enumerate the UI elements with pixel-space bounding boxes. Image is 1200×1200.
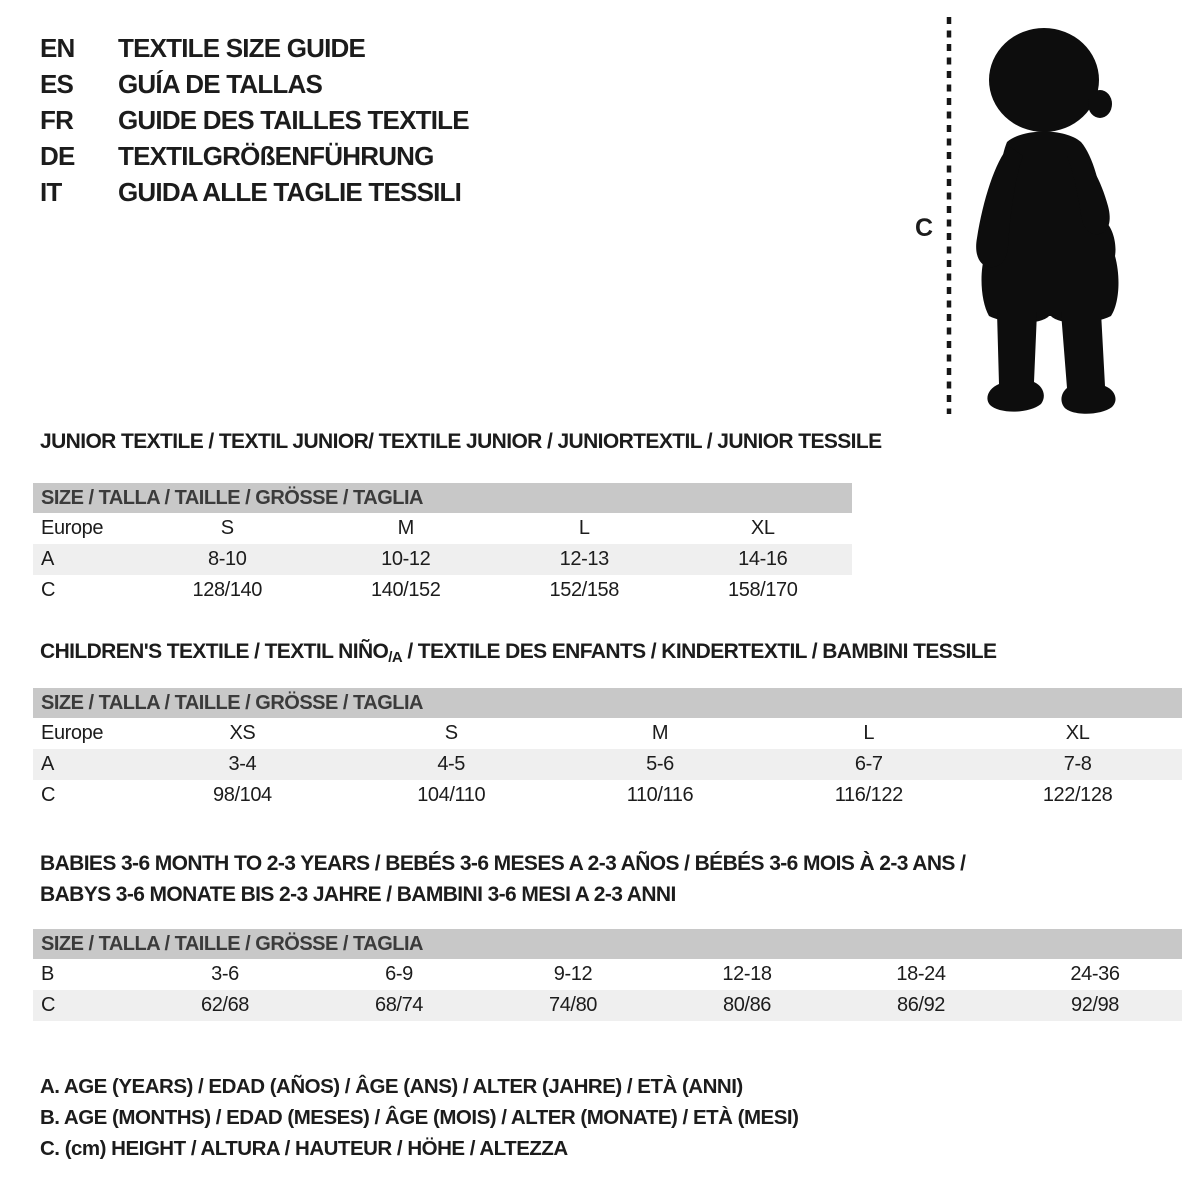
legend-line-a: A. AGE (YEARS) / EDAD (AÑOS) / ÂGE (ANS) / ALTER (JAHRE) / ETÀ (ANNI): [40, 1075, 743, 1098]
language-code: DE: [40, 141, 75, 171]
age-cell: 4-5: [437, 753, 466, 775]
height-cell: 86/92: [896, 994, 946, 1016]
legend-line-b: B. AGE (MONTHS) / EDAD (MESES) / ÂGE (MOIS) / ALTER (MONATE) / ETÀ (MESI): [40, 1106, 799, 1129]
row-label: A: [41, 548, 54, 570]
age-cell: 24-36: [1070, 963, 1120, 985]
section-title-children-part2: / TEXTILE DES ENFANTS / KINDERTEXTIL / BAMBINI TESSILE: [402, 640, 997, 663]
section-title-children-part1: CHILDREN'S TEXTILE / TEXTIL NIÑO: [40, 640, 389, 663]
language-code: EN: [40, 33, 75, 63]
size-table-babies: [33, 929, 1182, 1021]
measurement-legend: [40, 1071, 798, 1164]
table-size-header: SIZE / TALLA / TAILLE / GRÖSSE / TAGLIA: [33, 688, 1182, 718]
height-measure-label: C: [915, 214, 934, 242]
size-cell: L: [578, 517, 590, 539]
age-cell: 3-6: [211, 963, 239, 985]
language-row: [40, 30, 469, 66]
height-cell: 92/98: [1070, 994, 1120, 1016]
height-cell: 98/104: [213, 784, 272, 806]
height-cell: 68/74: [374, 994, 424, 1016]
row-label: C: [41, 784, 56, 806]
row-label: A: [41, 753, 54, 775]
table-row-months: [33, 959, 1182, 990]
height-cell: 80/86: [722, 994, 772, 1016]
language-title: GUÍA DE TALLAS: [118, 69, 323, 99]
language-title: GUIDA ALLE TAGLIE TESSILI: [118, 177, 462, 207]
toddler-silhouette-icon: [963, 16, 1138, 416]
height-dashed-line: [944, 12, 954, 418]
table-row-europe: [33, 718, 1182, 749]
height-cell: 122/128: [1042, 784, 1113, 806]
row-label: C: [41, 579, 56, 601]
language-title-list: [40, 30, 469, 210]
section-title-junior: JUNIOR TEXTILE / TEXTIL JUNIOR/ TEXTILE JUNIOR / JUNIORTEXTIL / JUNIOR TESSILE: [40, 430, 882, 453]
age-cell: 6-9: [385, 963, 413, 985]
section-title-babies-line1: BABIES 3-6 MONTH TO 2-3 YEARS / BEBÉS 3-6 MESES A 2-3 AÑOS / BÉBÉS 3-6 MOIS À 2-3 ANS /: [40, 852, 966, 875]
language-title: TEXTILE SIZE GUIDE: [118, 33, 366, 63]
language-row: [40, 66, 469, 102]
legend-line-c: C. (cm) HEIGHT / ALTURA / HAUTEUR / HÖHE / ALTEZZA: [40, 1137, 568, 1160]
language-code: FR: [40, 105, 74, 135]
age-cell: 6-7: [854, 753, 883, 775]
height-cell: 116/122: [834, 784, 903, 806]
size-cell: XL: [1065, 722, 1090, 744]
age-cell: 8-10: [208, 548, 247, 570]
language-row: [40, 174, 469, 210]
height-cell: 152/158: [549, 579, 619, 601]
age-cell: 9-12: [553, 963, 593, 985]
row-label: B: [41, 963, 54, 985]
height-cell: 140/152: [371, 579, 441, 601]
size-cell: S: [220, 517, 234, 539]
row-label: Europe: [41, 722, 104, 744]
age-cell: 5-6: [646, 753, 674, 775]
age-cell: 7-8: [1063, 753, 1092, 775]
size-cell: L: [863, 722, 875, 744]
table-row-age: [33, 749, 1182, 780]
size-cell: M: [397, 517, 414, 539]
table-row-age: [33, 544, 852, 575]
table-row-height: [33, 990, 1182, 1021]
height-cell: 158/170: [728, 579, 798, 601]
age-cell: 3-4: [228, 753, 257, 775]
table-size-header: SIZE / TALLA / TAILLE / GRÖSSE / TAGLIA: [33, 929, 1182, 959]
table-row-europe: [33, 513, 852, 544]
size-cell: S: [444, 722, 458, 744]
language-title: GUIDE DES TAILLES TEXTILE: [118, 105, 469, 135]
size-cell: XS: [229, 722, 256, 744]
age-cell: 10-12: [381, 548, 431, 570]
height-cell: 104/110: [417, 784, 486, 806]
section-title-children: [40, 640, 996, 666]
height-cell: 128/140: [192, 579, 262, 601]
size-cell: M: [651, 722, 669, 744]
language-code: IT: [40, 177, 62, 207]
size-table-junior: [33, 483, 852, 606]
age-cell: 18-24: [896, 963, 946, 985]
row-label: C: [41, 994, 56, 1016]
section-title-babies: [40, 848, 965, 910]
language-row: [40, 138, 469, 174]
section-title-babies-line2: BABYS 3-6 MONATE BIS 2-3 JAHRE / BAMBINI 3-6 MESI A 2-3 ANNI: [40, 883, 676, 906]
height-cell: 74/80: [548, 994, 598, 1016]
language-row: [40, 102, 469, 138]
row-label: Europe: [41, 517, 104, 539]
age-cell: 12-13: [559, 548, 609, 570]
height-cell: 110/116: [626, 784, 694, 806]
section-title-children-sub: /A: [388, 649, 403, 666]
language-title: TEXTILGRÖßENFÜHRUNG: [118, 141, 434, 171]
age-cell: 14-16: [738, 548, 788, 570]
table-row-height: [33, 780, 1182, 811]
table-size-header: SIZE / TALLA / TAILLE / GRÖSSE / TAGLIA: [33, 483, 852, 513]
language-code: ES: [40, 69, 74, 99]
height-cell: 62/68: [200, 994, 250, 1016]
size-cell: XL: [750, 517, 775, 539]
table-row-height: [33, 575, 852, 606]
size-table-children: [33, 688, 1182, 811]
age-cell: 12-18: [722, 963, 772, 985]
